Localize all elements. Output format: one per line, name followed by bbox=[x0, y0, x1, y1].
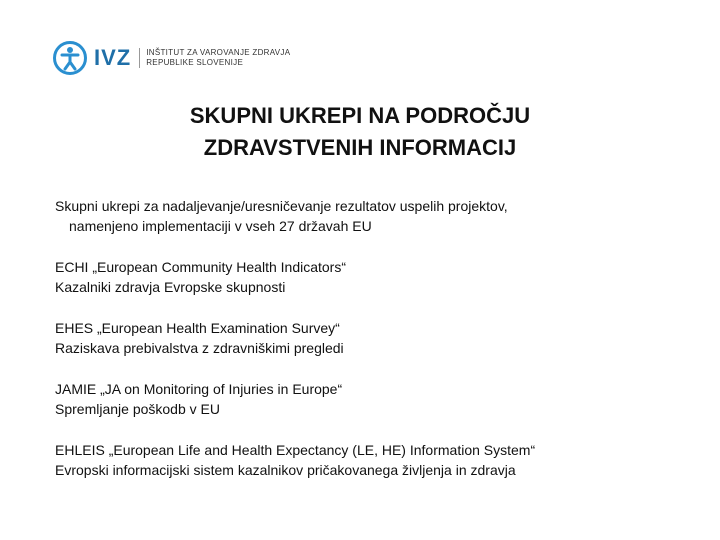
item-line: Kazalniki zdravja Evropske skupnosti bbox=[55, 279, 286, 295]
content-item-ehes bbox=[55, 318, 675, 358]
item-line: Evropski informacijski sistem kazalnikov pričakovanega življenja in zdravja bbox=[55, 462, 516, 478]
slide-title bbox=[0, 100, 720, 164]
logo-line-1: INŠTITUT ZA VAROVANJE ZDRAVJA bbox=[146, 48, 291, 57]
title-line-2: ZDRAVSTVENIH INFORMACIJ bbox=[203, 135, 517, 160]
content-item-jamie bbox=[55, 379, 675, 419]
item-line: EHES „European Health Examination Survey“ bbox=[55, 320, 340, 336]
content-item-ehleis bbox=[55, 440, 675, 480]
item-line: ECHI „European Community Health Indicators“ bbox=[55, 259, 347, 275]
item-line: JAMIE „JA on Monitoring of Injuries in Europe“ bbox=[55, 381, 343, 397]
item-line: EHLEIS „European Life and Health Expectancy (LE, HE) Information System“ bbox=[55, 442, 536, 458]
slide-content bbox=[55, 196, 675, 501]
item-line: namenjeno implementaciji v vseh 27 državah EU bbox=[69, 218, 372, 234]
content-item-intro bbox=[55, 196, 675, 236]
content-item-echi bbox=[55, 257, 675, 297]
item-line: Skupni ukrepi za nadaljevanje/uresničevanje rezultatov uspelih projektov, bbox=[55, 198, 508, 214]
logo-abbreviation: IVZ bbox=[94, 45, 132, 70]
ivz-person-icon bbox=[52, 40, 88, 76]
logo-institute-name bbox=[139, 48, 290, 68]
logo-line-2: REPUBLIKE SLOVENIJE bbox=[146, 58, 244, 67]
item-line: Raziskava prebivalstva z zdravniškimi pregledi bbox=[55, 340, 344, 356]
ivz-logo bbox=[52, 40, 290, 76]
title-line-1: SKUPNI UKREPI NA PODROČJU bbox=[189, 103, 531, 128]
item-line: Spremljanje poškodb v EU bbox=[55, 401, 220, 417]
